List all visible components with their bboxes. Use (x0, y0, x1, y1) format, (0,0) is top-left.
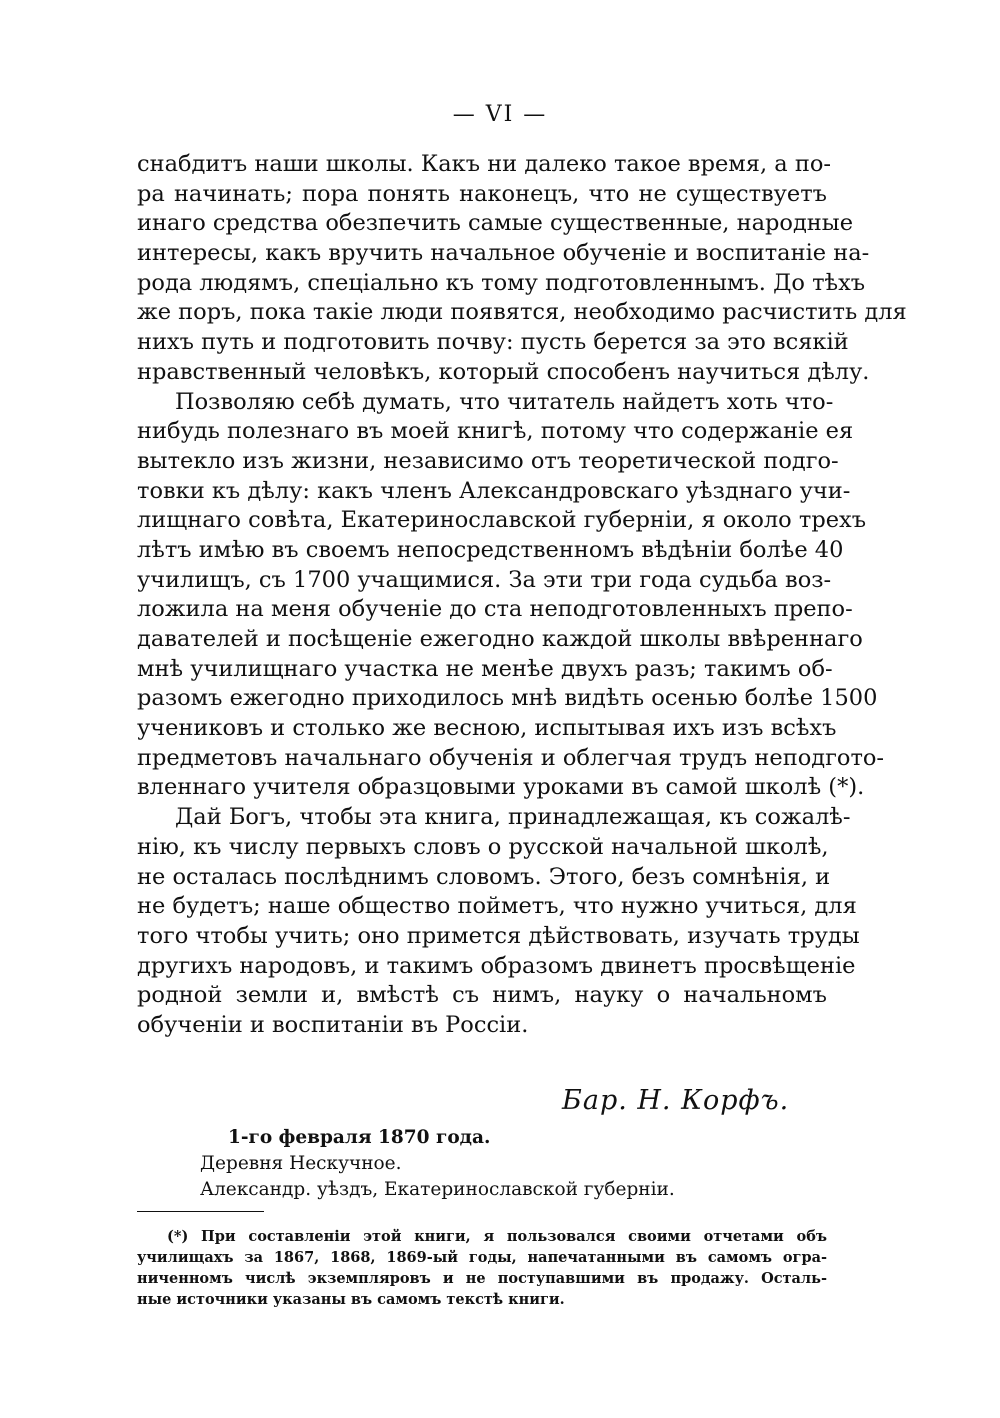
footnote-line: ниченномъ числѣ экземпляровъ и не поступавшими въ продажу. Осталь- (137, 1270, 827, 1287)
text-line: мнѣ училищнаго участка не менѣе двухъ разъ; такимъ об- (137, 655, 833, 682)
text-line: инаго средства обезпечить самые существенные, народные (137, 210, 854, 237)
dateline (200, 1125, 675, 1203)
text-line: Позволяю себѣ думать, что читатель найдетъ хоть что- (175, 388, 834, 415)
text-line: нію, къ числу первыхъ словъ о русской начальной школѣ, (137, 833, 829, 860)
text-line: ложила на меня обученіе до ста неподготовленныхъ препо- (137, 596, 853, 623)
text-line: учениковъ и столько же весною, испытывая ихъ изъ всѣхъ (137, 715, 837, 742)
paragraph-3 (137, 803, 860, 1041)
footnote-line: (*) При составленіи этой книги, я пользовался своими отчетами объ (167, 1228, 827, 1245)
date-text: 1-го февраля 1870 года. (228, 1127, 491, 1148)
text-line: обученіи и воспитаніи въ Россіи. (137, 1011, 529, 1038)
text-line: интересы, какъ вручить начальное обученіе и воспитаніе на- (137, 240, 870, 267)
footnote-line: училищахъ за 1867, 1868, 1869-ый годы, напечатанными въ самомъ огра- (137, 1249, 827, 1266)
text-line: нравственный человѣкъ, который способенъ научиться дѣлу. (137, 358, 870, 385)
text-line: лѣтъ имѣю въ своемъ непосредственномъ вѣдѣніи болѣе 40 (137, 536, 844, 563)
text-line: ра начинать; пора понять наконецъ, что не существуетъ (137, 180, 827, 207)
text-line: снабдитъ наши школы. Какъ ни далеко такое время, а по- (137, 151, 832, 177)
text-line: лищнаго совѣта, Екатеринославской губерніи, я около трехъ (137, 507, 867, 534)
text-line: не будетъ; наше общество пойметъ, что нужно учиться, для (137, 893, 857, 920)
author-signature: Бар. Н. Корфъ. (562, 1085, 790, 1116)
footnote-divider (137, 1211, 264, 1212)
text-line: Дай Богъ, чтобы эта книга, принадлежащая, къ сожалѣ- (175, 804, 851, 831)
main-text (137, 150, 907, 1041)
text-line: не осталась послѣднимъ словомъ. Этого, безъ сомнѣнія, и (137, 863, 831, 890)
paragraph-1 (137, 150, 907, 388)
text-line: же поръ, пока такіе люди появятся, необходимо расчистить для (137, 299, 907, 326)
page-number: — VI — (452, 102, 548, 127)
text-line: вленнаго учителя образцовыми уроками въ самой школѣ (*). (137, 774, 865, 801)
text-line: разомъ ежегодно приходилось мнѣ видѣть осенью болѣе 1500 (137, 685, 878, 712)
text-line: другихъ народовъ, и такимъ образомъ двинетъ просвѣщеніе (137, 952, 856, 979)
text-line: давателей и посѣщеніе ежегодно каждой школы ввѣреннаго (137, 626, 863, 652)
text-line: училищъ, съ 1700 учащимися. За эти три года судьба воз- (137, 566, 832, 593)
footnote-line: ные источники указаны въ самомъ текстѣ книги. (137, 1291, 565, 1308)
text-line: того чтобы учить; оно примется дѣйствовать, изучать труды (137, 922, 860, 949)
text-line: предметовъ начальнаго обученія и облегчая трудъ неподгото- (137, 744, 885, 771)
text-line: нихъ путь и подготовить почву: пусть берется за это всякій (137, 329, 849, 356)
text-line: нибудь полезнаго въ моей книгѣ, потому что содержаніе ея (137, 418, 854, 445)
text-line: родной земли и, вмѣстѣ съ нимъ, науку о начальномъ (137, 982, 827, 1009)
text-line: рода людямъ, спеціально къ тому подготовленнымъ. До тѣхъ (137, 269, 866, 296)
footnote (137, 1226, 827, 1310)
text-line: вытекло изъ жизни, независимо отъ теоретической подго- (137, 447, 839, 474)
district-text: Александр. уѣздъ, Екатеринославской губерніи. (200, 1179, 675, 1200)
paragraph-2 (137, 388, 885, 804)
text-line: товки къ дѣлу: какъ членъ Александровскаго уѣзднаго учи- (137, 477, 851, 504)
village-text: Деревня Нескучное. (200, 1153, 402, 1174)
